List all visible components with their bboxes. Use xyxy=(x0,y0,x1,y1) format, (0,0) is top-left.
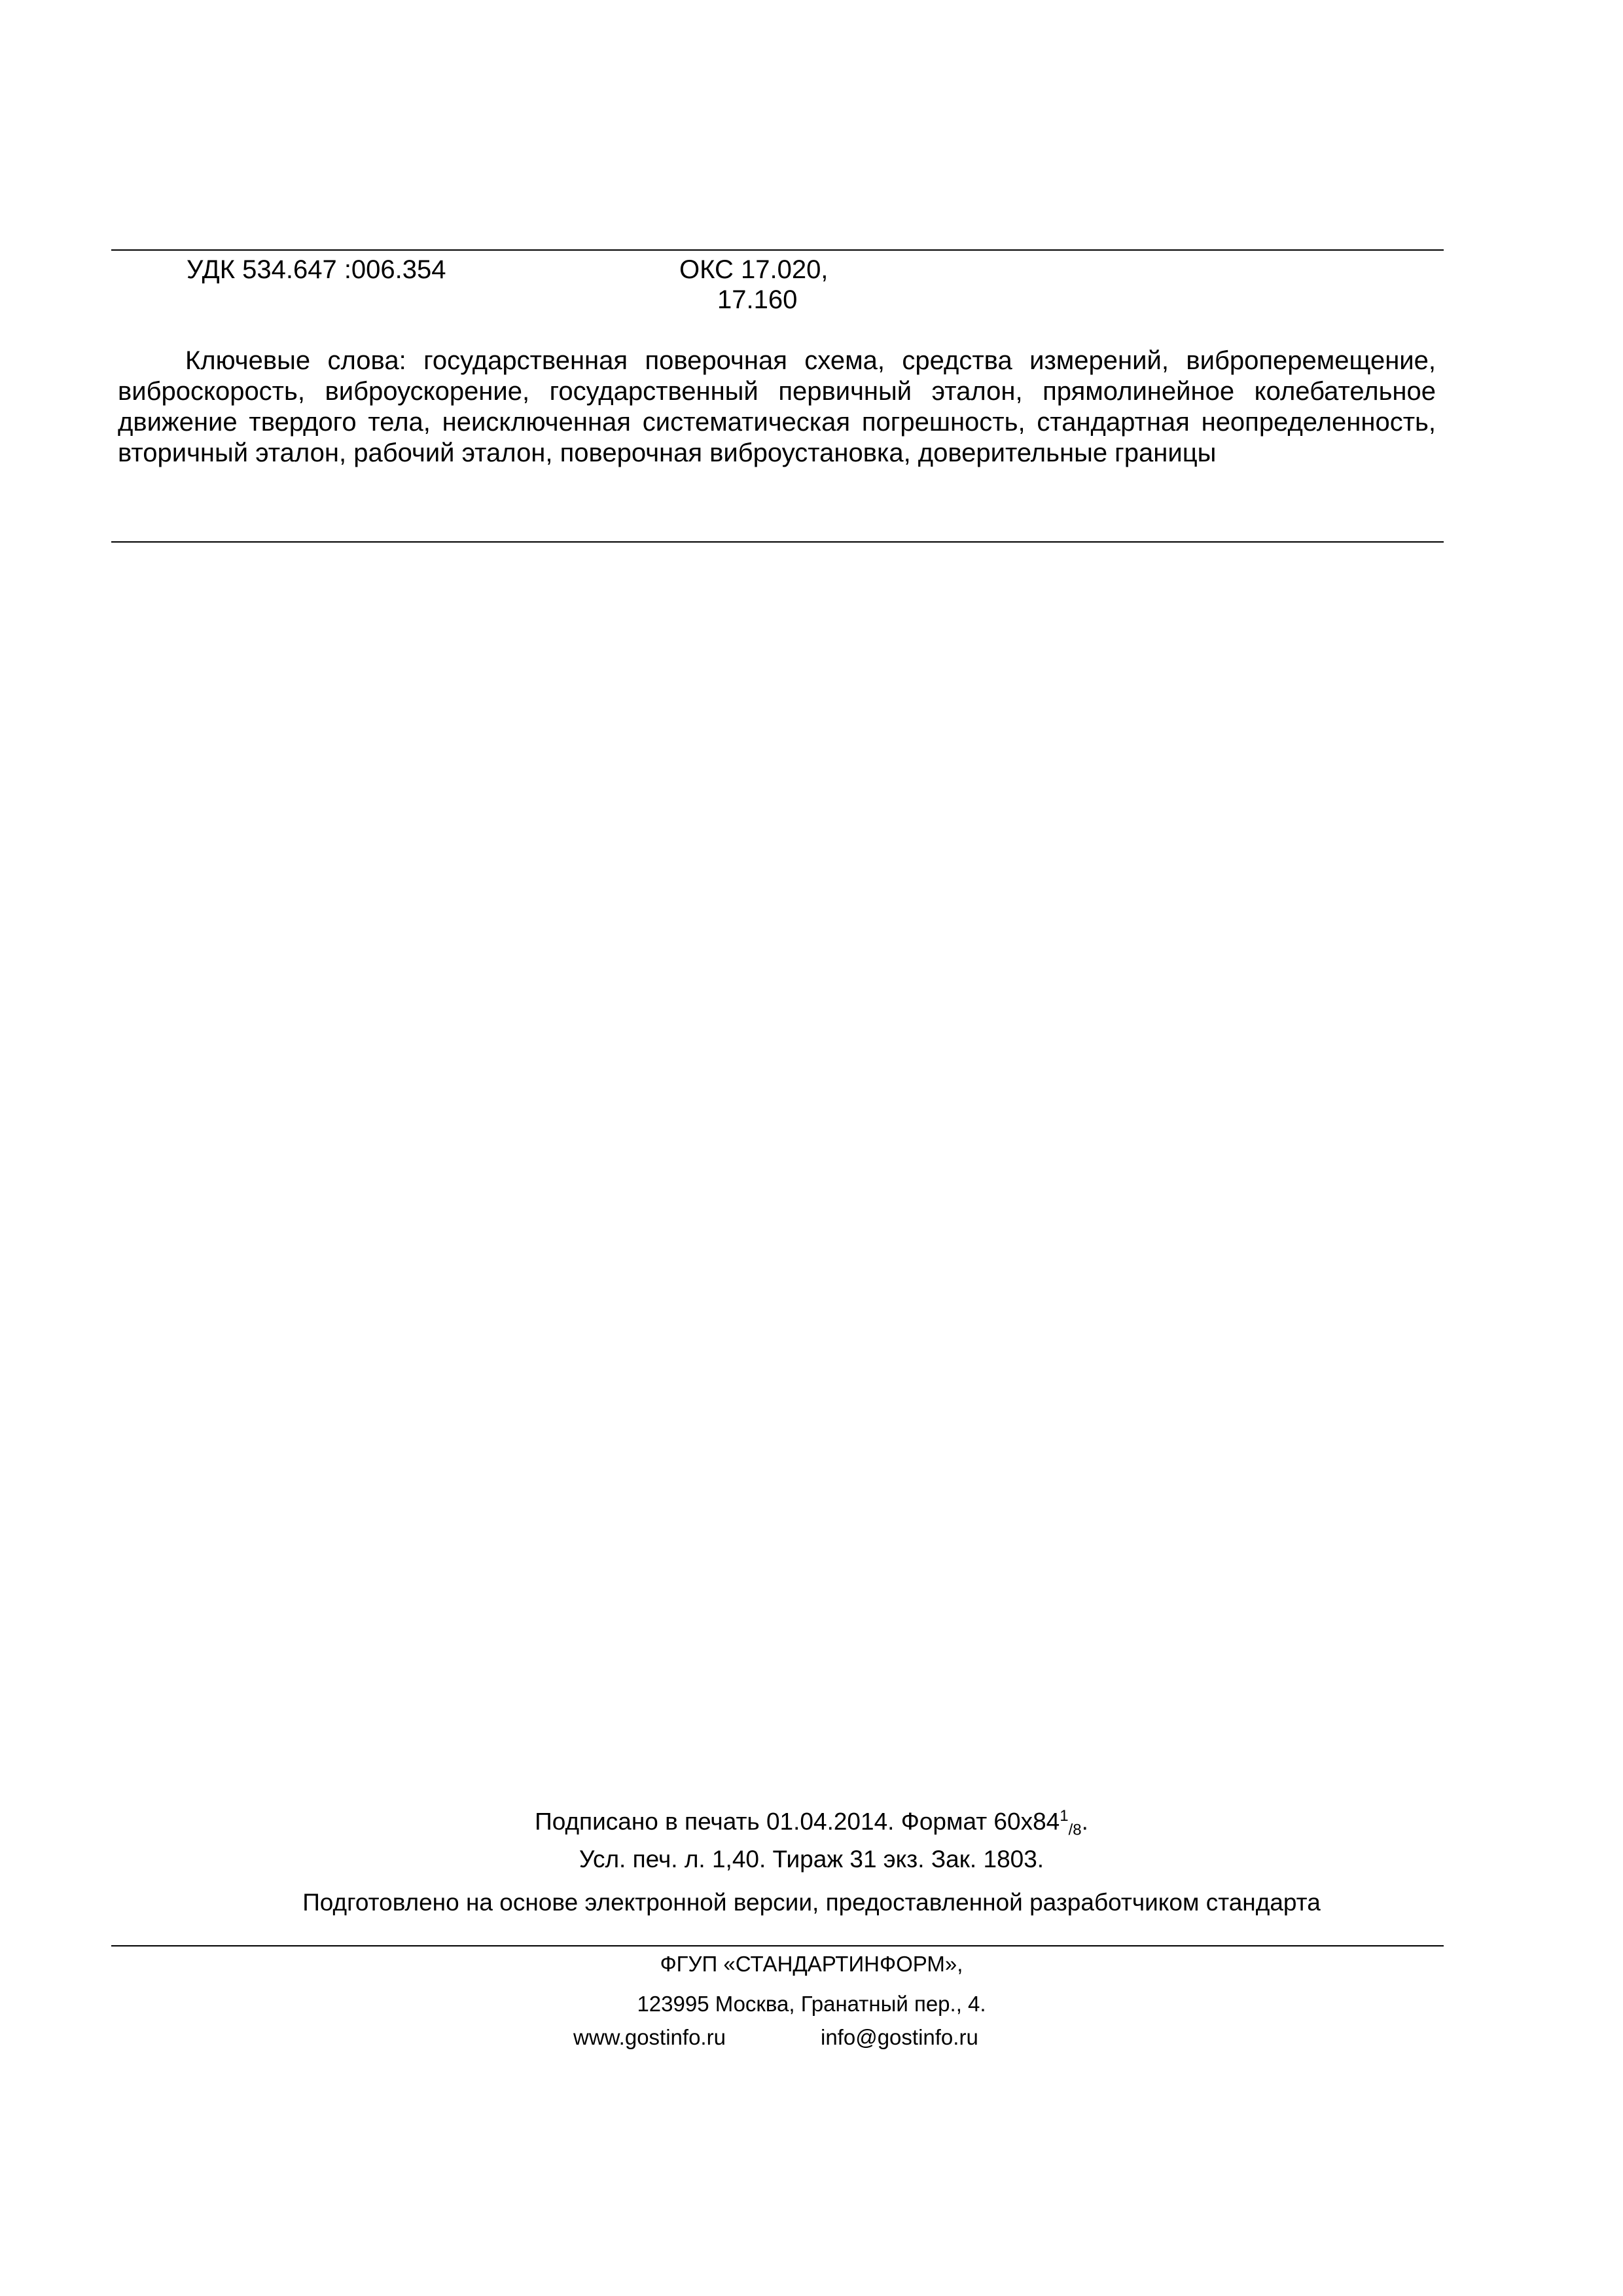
format-fraction-denominator: /8 xyxy=(1068,1821,1082,1839)
imprint-prepared: Подготовлено на основе электронной версии, предоставленной разработчиком стандарта xyxy=(302,1889,1321,1916)
oks-code-line2: 17.160 xyxy=(717,285,798,314)
publisher-rule xyxy=(111,1945,1444,1946)
publisher-email: info@gostinfo.ru xyxy=(821,2025,978,2049)
udk-code: УДК 534.647 :006.354 xyxy=(187,255,446,284)
imprint-signed-line xyxy=(0,1803,1623,1844)
top-rule xyxy=(111,249,1444,251)
keywords-paragraph: Ключевые слова: государственная поверочная схема, средства измерений, виброперемещение, виброскорость, виброускорение, государственный первичный эталон, прямолинейное колебательное движение твердого тела, неисключенная систематическая погрешность, стандартная неопределенность, вторичный эталон, рабочий эталон, поверочная виброустановка, доверительные границы xyxy=(118,346,1436,467)
format-fraction-numerator: 1 xyxy=(1060,1807,1069,1825)
format-end: . xyxy=(1081,1808,1088,1835)
publisher-name: ФГУП «СТАНДАРТИНФОРМ», xyxy=(660,1952,963,1976)
imprint-print-sheets: Усл. печ. л. 1,40. Тираж 31 экз. Зак. 1803. xyxy=(579,1846,1044,1873)
imprint-signed-text: Подписано в печать 01.04.2014. Формат 60x84 xyxy=(535,1808,1060,1835)
oks-code-line1: ОКС 17.020, xyxy=(679,255,829,284)
keywords-bottom-rule xyxy=(111,541,1444,543)
publisher-website: www.gostinfo.ru xyxy=(573,2025,726,2049)
publisher-address: 123995 Москва, Гранатный пер., 4. xyxy=(637,1992,986,2016)
